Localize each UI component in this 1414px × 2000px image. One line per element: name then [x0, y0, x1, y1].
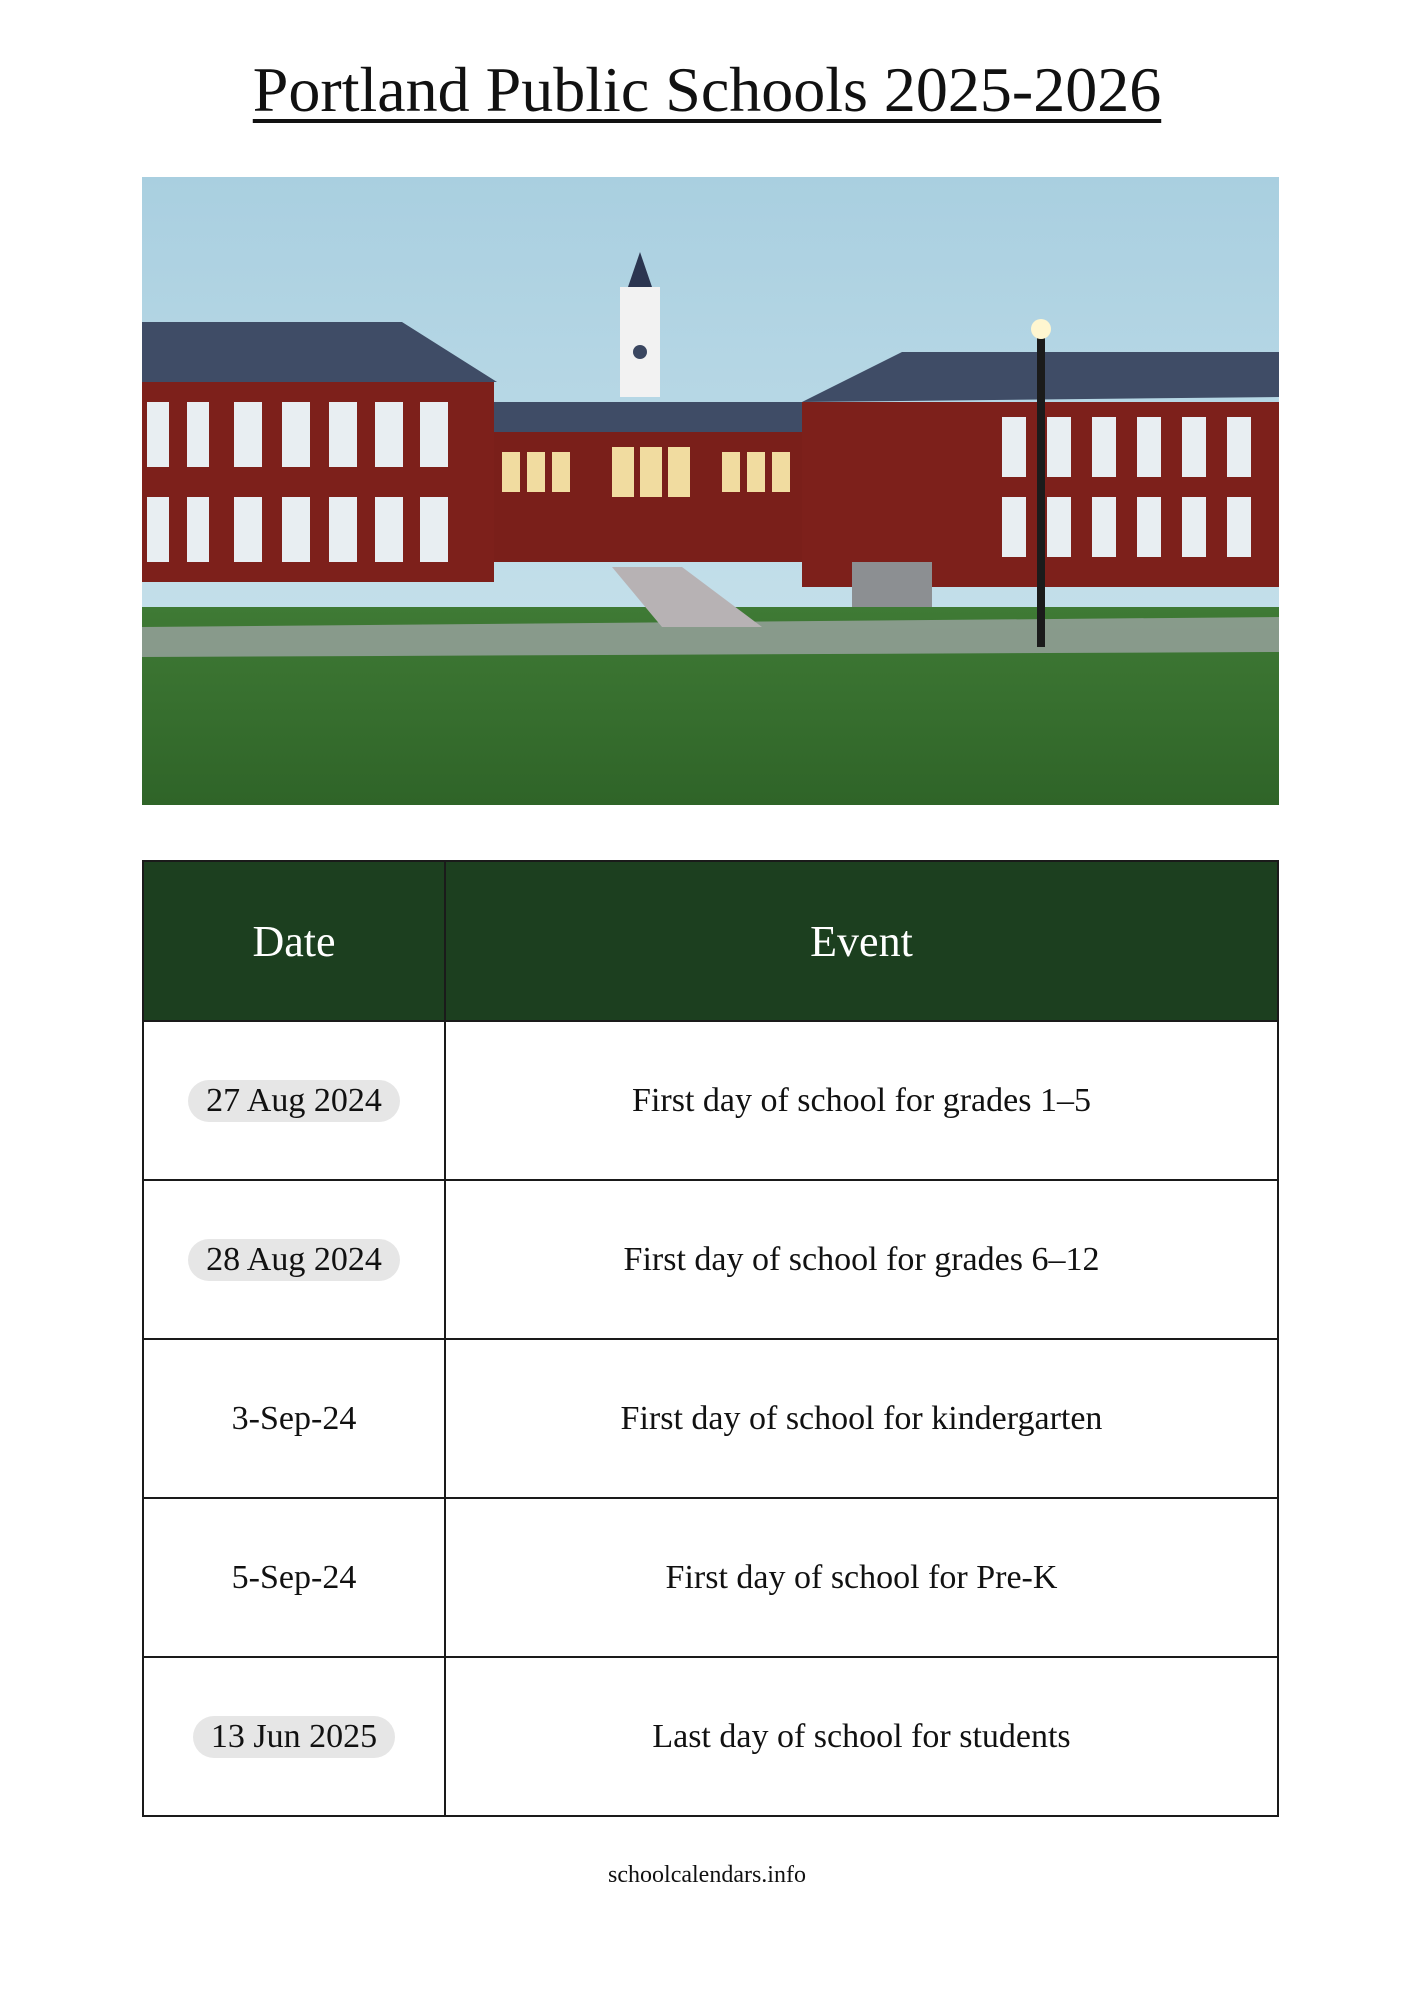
table-row	[143, 1498, 1278, 1657]
column-header-date: Date	[143, 861, 445, 1021]
event-cell: First day of school for grades 6–12	[445, 1180, 1278, 1339]
date-cell	[143, 1657, 445, 1816]
date-cell: 3-Sep-24	[143, 1339, 445, 1498]
table-header-row	[143, 861, 1278, 1021]
event-cell: First day of school for Pre-K	[445, 1498, 1278, 1657]
date-cell	[143, 1180, 445, 1339]
date-badge: 28 Aug 2024	[188, 1239, 400, 1281]
table-row	[143, 1657, 1278, 1816]
event-cell: First day of school for grades 1–5	[445, 1021, 1278, 1180]
date-badge: 13 Jun 2025	[193, 1716, 395, 1758]
calendar-table	[142, 860, 1279, 1817]
table-row	[143, 1180, 1278, 1339]
date-badge: 27 Aug 2024	[188, 1080, 400, 1122]
date-cell: 5-Sep-24	[143, 1498, 445, 1657]
column-header-event: Event	[445, 861, 1278, 1021]
footer-source: schoolcalendars.info	[608, 1862, 806, 1888]
date-cell	[143, 1021, 445, 1180]
table-row	[143, 1021, 1278, 1180]
school-photo	[142, 177, 1279, 805]
event-cell: First day of school for kindergarten	[445, 1339, 1278, 1498]
event-cell: Last day of school for students	[445, 1657, 1278, 1816]
page-title: Portland Public Schools 2025-2026	[252, 54, 1162, 125]
table-row	[143, 1339, 1278, 1498]
